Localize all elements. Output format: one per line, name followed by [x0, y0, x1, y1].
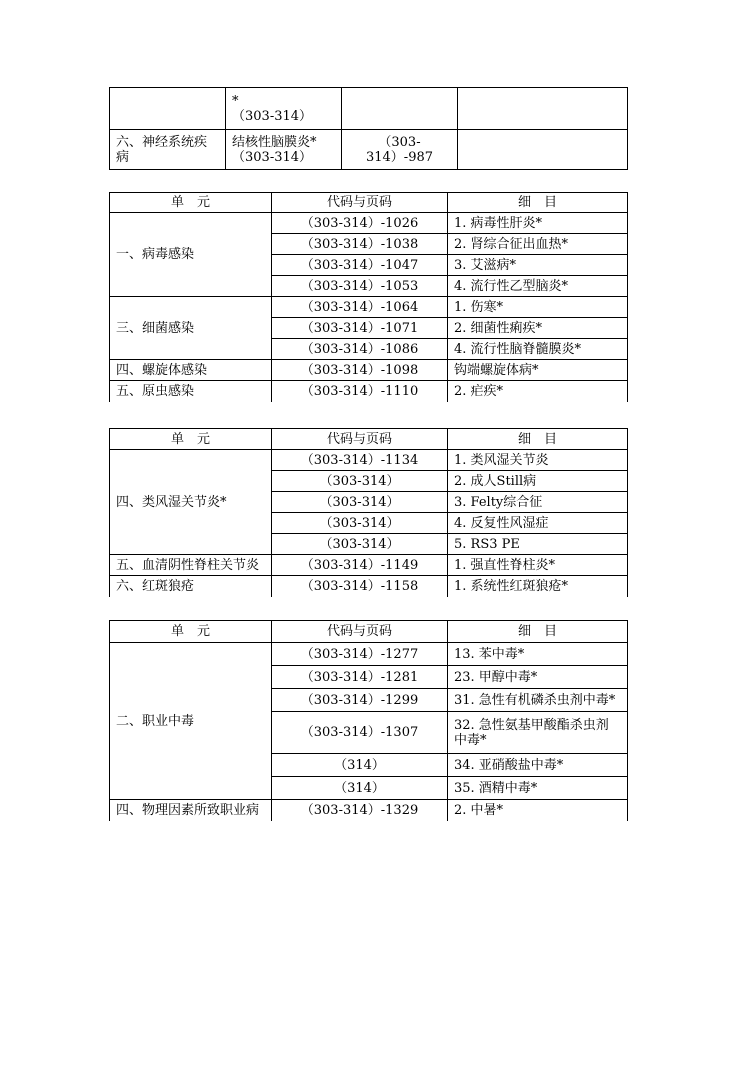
- code-cell: （303-314）: [272, 513, 448, 534]
- table-row: [110, 130, 628, 170]
- code-cell: （303-314）: [272, 471, 448, 492]
- table-row: [110, 800, 628, 821]
- table-row: [110, 381, 628, 402]
- code-cell: （303-314）-1281: [272, 666, 448, 689]
- code-cell: （303-314）-1299: [272, 689, 448, 712]
- table-occupational: [109, 620, 628, 821]
- detail-cell: 3. Felty综合征: [448, 492, 628, 513]
- code-cell: （303-314）-1158: [272, 576, 448, 597]
- detail-cell: 2. 疟疾*: [448, 381, 628, 402]
- table-header-row: [110, 621, 628, 643]
- code-cell: （303-314）: [272, 534, 448, 555]
- detail-cell: 2. 中暑*: [448, 800, 628, 821]
- code-cell: （303-314）: [272, 492, 448, 513]
- detail-cell: 2. 成人Still病: [448, 471, 628, 492]
- table-rheumatic: [109, 428, 628, 597]
- code-cell: （303-314）-1307: [272, 712, 448, 754]
- header-unit: 单 元: [110, 621, 272, 643]
- empty-cell: [458, 88, 628, 130]
- code-cell: （303-314）-1134: [272, 450, 448, 471]
- code-cell: （314）: [272, 777, 448, 800]
- detail-cell: 35. 酒精中毒*: [448, 777, 628, 800]
- code-cell: （303-314）-1071: [272, 318, 448, 339]
- detail-cell: 1. 病毒性肝炎*: [448, 213, 628, 234]
- unit-cell: 五、原虫感染: [110, 381, 272, 402]
- detail-cell: 1. 强直性脊柱炎*: [448, 555, 628, 576]
- detail-cell: [226, 88, 342, 130]
- detail-cell: 4. 流行性乙型脑炎*: [448, 276, 628, 297]
- unit-cell: 四、类风湿关节炎*: [110, 450, 272, 555]
- detail-cell: 4. 流行性脑脊髓膜炎*: [448, 339, 628, 360]
- code-cell: [342, 88, 458, 130]
- code-cell: （303-314）-1329: [272, 800, 448, 821]
- table-row: [110, 88, 628, 130]
- detail-cell: 1. 系统性红斑狼疮*: [448, 576, 628, 597]
- code-cell: （303-314）-1086: [272, 339, 448, 360]
- detail-line: 中毒*: [454, 732, 487, 748]
- code-cell: （303-314）-1026: [272, 213, 448, 234]
- header-unit: 单 元: [110, 429, 272, 450]
- code-cell: （314）: [272, 754, 448, 777]
- detail-cell: 34. 亚硝酸盐中毒*: [448, 754, 628, 777]
- detail-cell: 3. 艾滋病*: [448, 255, 628, 276]
- detail-cell: 钩端螺旋体病*: [448, 360, 628, 381]
- detail-cell: 23. 甲醇中毒*: [448, 666, 628, 689]
- table-row: [110, 555, 628, 576]
- header-code: 代码与页码: [272, 621, 448, 643]
- code-cell: （303-314）-1053: [272, 276, 448, 297]
- unit-cell: 六、神经系统疾病: [110, 130, 226, 170]
- unit-cell: 一、病毒感染: [110, 213, 272, 297]
- detail-cell: 1. 伤寒*: [448, 297, 628, 318]
- unit-cell: 二、职业中毒: [110, 643, 272, 800]
- code-cell: （303-314）-987: [342, 130, 458, 170]
- detail-cell: 4. 反复性风湿症: [448, 513, 628, 534]
- code-cell: （303-314）-1110: [272, 381, 448, 402]
- detail-cell: 13. 苯中毒*: [448, 643, 628, 666]
- detail-line: （303-314）: [232, 149, 313, 165]
- header-detail: 细 目: [448, 429, 628, 450]
- table-row: [110, 450, 628, 471]
- table-header-row: [110, 429, 628, 450]
- table-header-row: [110, 193, 628, 213]
- table-row: [110, 576, 628, 597]
- table-row: [110, 643, 628, 666]
- detail-line: （303-314）: [232, 108, 313, 124]
- detail-line: 结核性脑膜炎*: [232, 134, 317, 150]
- empty-cell: [458, 130, 628, 170]
- header-detail: 细 目: [448, 193, 628, 213]
- code-cell: （303-314）-1038: [272, 234, 448, 255]
- detail-cell: [226, 130, 342, 170]
- header-code: 代码与页码: [272, 193, 448, 213]
- detail-cell: 2. 细菌性痢疾*: [448, 318, 628, 339]
- unit-cell: 三、细菌感染: [110, 297, 272, 360]
- table-row: [110, 213, 628, 234]
- header-detail: 细 目: [448, 621, 628, 643]
- detail-cell: 5. RS3 PE: [448, 534, 628, 555]
- table-neuro-fragment: [109, 87, 628, 170]
- code-cell: （303-314）-1098: [272, 360, 448, 381]
- code-cell: （303-314）-1064: [272, 297, 448, 318]
- header-unit: 单 元: [110, 193, 272, 213]
- unit-cell: [110, 88, 226, 130]
- table-row: [110, 360, 628, 381]
- header-code: 代码与页码: [272, 429, 448, 450]
- detail-cell: 1. 类风湿关节炎: [448, 450, 628, 471]
- detail-cell: 2. 肾综合征出血热*: [448, 234, 628, 255]
- code-cell: （303-314）-1047: [272, 255, 448, 276]
- unit-cell: 四、螺旋体感染: [110, 360, 272, 381]
- unit-cell: 四、物理因素所致职业病: [110, 800, 272, 821]
- unit-cell: 六、红斑狼疮: [110, 576, 272, 597]
- detail-line: 32. 急性氨基甲酸酯杀虫剂: [454, 717, 609, 733]
- detail-cell: [448, 712, 628, 754]
- table-row: [110, 297, 628, 318]
- unit-cell: 五、血清阴性脊柱关节炎: [110, 555, 272, 576]
- code-cell: （303-314）-1149: [272, 555, 448, 576]
- detail-line: *: [232, 93, 239, 109]
- code-cell: （303-314）-1277: [272, 643, 448, 666]
- detail-cell: 31. 急性有机磷杀虫剂中毒*: [448, 689, 628, 712]
- table-infections: [109, 192, 628, 402]
